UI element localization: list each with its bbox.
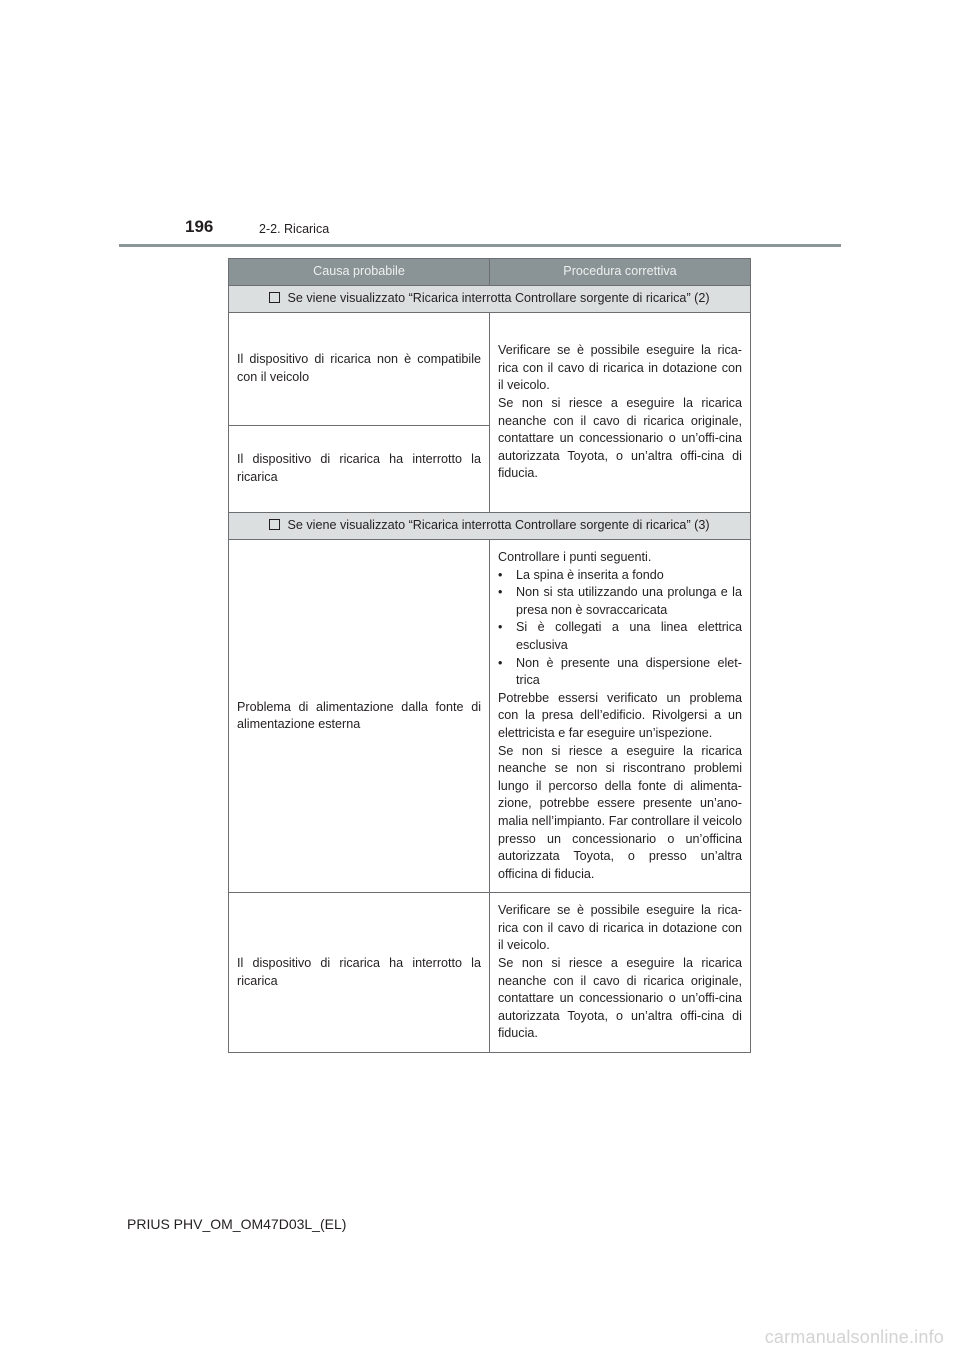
group-header-row <box>229 513 751 540</box>
table-row <box>229 540 751 893</box>
page-number: 196 <box>185 217 214 236</box>
column-header-cause: Causa probabile <box>229 259 490 286</box>
group-title <box>229 286 751 313</box>
action-cell <box>490 893 751 1053</box>
cause-cell: Il dispositivo di ricarica ha interrotto la ricarica <box>229 426 490 513</box>
action-paragraph: Se non si riesce a eseguire la ricarica neanche con il cavo di ricarica originale, contattare un concessionario o un’offi-cina autorizzata Toyota, o un’altra offi-cina di fiducia. <box>498 956 742 1041</box>
action-cell <box>490 540 751 893</box>
check-list <box>498 567 742 690</box>
cause-cell: Il dispositivo di ricarica non è compatibile con il veicolo <box>229 313 490 426</box>
section-title: 2-2. Ricarica <box>259 222 330 236</box>
action-paragraph: Verificare se è possibile eseguire la rica-rica con il cavo di ricarica in dotazione con il veicolo. <box>498 343 742 393</box>
bullet-icon: • <box>498 567 503 582</box>
document-code: PRIUS PHV_OM_OM47D03L_(EL) <box>127 1216 347 1232</box>
checkbox-square-icon <box>269 519 280 530</box>
group-header-row <box>229 286 751 313</box>
checkbox-square-icon <box>269 292 280 303</box>
column-header-action: Procedura correttiva <box>490 259 751 286</box>
bullet-icon: • <box>498 585 503 600</box>
troubleshooting-table <box>228 258 751 1053</box>
action-paragraph: Potrebbe essersi verificato un problema con la presa dell’edificio. Rivolgersi a un elettricista e far eseguire un’ispezione. <box>498 690 742 740</box>
list-item: • Si è collegati a una linea elettrica esclusiva <box>498 620 742 652</box>
header-rule <box>119 244 841 247</box>
action-cell <box>490 313 751 513</box>
action-intro: Controllare i punti seguenti. <box>498 550 652 564</box>
group-title-text: Se viene visualizzato “Ricarica interrotta Controllare sorgente di ricarica” (2) <box>287 291 710 306</box>
bullet-icon: • <box>498 655 503 670</box>
action-paragraph: Se non si riesce a eseguire la ricarica neanche con il cavo di ricarica originale, contattare un concessionario o un’offi-cina autorizzata Toyota, o un’altra offi-cina di fiducia. <box>498 395 742 481</box>
bullet-icon: • <box>498 620 503 635</box>
action-paragraph: Se non si riesce a eseguire la ricarica neanche se non si riscontrano problemi lungo il percorso della fonte di alimenta-zione, potrebbe essere presente un’ano-malia nell’impianto. Far controllare il veicolo presso un concessionario o un’officina autorizzata Toyota, o presso un’altra officina di fiducia. <box>498 743 742 881</box>
action-paragraph: Verificare se è possibile eseguire la rica-rica con il cavo di ricarica in dotazione con il veicolo. <box>498 903 742 953</box>
table-row <box>229 313 751 426</box>
list-item: • Non è presente una dispersione elet-trica <box>498 655 742 688</box>
table-header-row <box>229 259 751 286</box>
list-item: • La spina è inserita a fondo <box>498 567 742 585</box>
watermark: carmanualsonline.info <box>764 1327 944 1347</box>
group-title <box>229 513 751 540</box>
table-row <box>229 893 751 1053</box>
cause-cell: Il dispositivo di ricarica ha interrotto la ricarica <box>229 893 490 1053</box>
cause-cell: Problema di alimentazione dalla fonte di alimentazione esterna <box>229 540 490 893</box>
list-item: • Non si sta utilizzando una prolunga e la presa non è sovraccaricata <box>498 585 742 617</box>
group-title-text: Se viene visualizzato “Ricarica interrotta Controllare sorgente di ricarica” (3) <box>287 518 710 533</box>
